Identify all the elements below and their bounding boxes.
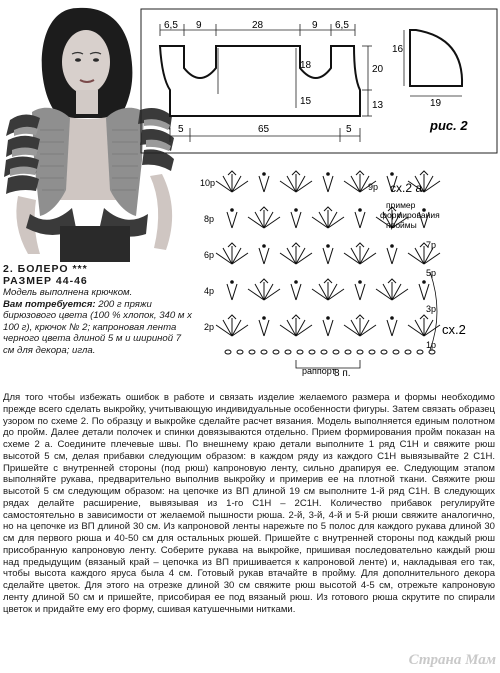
item-size: РАЗМЕР 44-46 [3, 274, 88, 287]
dim-19: 19 [430, 98, 442, 109]
dim-13: 13 [372, 100, 384, 111]
item-info [3, 264, 193, 356]
dim-top-2: 9 [196, 20, 202, 31]
crochet-chart [192, 162, 498, 386]
repeat-value: 8 п. [334, 368, 351, 379]
dim-top-3: 28 [252, 20, 264, 31]
row-label-8: 8р [204, 214, 215, 224]
dim-16: 16 [392, 44, 404, 55]
pattern-drawing [140, 8, 500, 156]
item-model: Модель выполнена крючком. [3, 287, 133, 298]
row-label-2: 2р [204, 322, 215, 332]
row-label-10: 10р [200, 178, 216, 188]
instructions-text: Для того чтобы избежать ошибок в работе и связать изделие желаемого размера и формы необходимо прежде всего сделать выкройку, учитывающую индивидуальные особенности фигуры. Затем связать образец узором по схеме 2. По образцу и выкройке сделайте расчет вязания. Модель выполняется единым полотном до пройм. Далее детали полочек и спинки довязываются отдельно. Прием формирования пройм показан на схеме 2 а. Соедините плечевые швы. По внешнему краю детали выполните 1 ряд С1Н и свяжите рюш высотой 5 см, делая прибавки следующим образом: в каждом ряду из каждого С1Н вывязывайте 2 С1Н. Пришейте с внутренней стороны (под рюш) капроновую ленту, сильно драпируя ее. Следующим этапом выполняйте рукава, предварительно выполнив выкройку и примерив ее на плотной ткани. Свяжите рюш высотой 5 см следующим образом: на цепочке из ВП длиной 19 см выполните 1-й ряд С1Н. В следующих рядах делайте расширение, вывязывая из 1-го С1Н – 2С1Н. Количество прибавок регулируйте самостоятельно в зависимости от желаемой пышности рюша. 2-й, 3-й, 4-й и 5-й рюши свяжите аналогично, но на цепочке из ВП длиной 30 см. Из капроновой ленты нарежьте по 5 полос для каждого рукава длиной 30 см для первого рюша и 40-50 см для остальных рюшей. Пришейте с внутренней стороны под каждый рюш присобранную капроновую ленту. Соберите рукава на выкройке, пришивая последовательно каждый рюш над предыдущим (вязаный край – цепочка из ВП пришивается к капроновой ленте) и, накладывая его так, чтобы высота каждого яруса была 4 см. Готовый рукав втачайте в пройму. Для дополнительного декора сделайте цветок. Для этого на отрезке длиной 30 см свяжите рюш высотой 4-5 см, отрежьте капроновую ленту длиной 50 см и пришейте, присобирая ее под вязаный рюш. Из готового рюша скрутите по спирали цветок и придайте ему его форму, сшивая катушечными нитками. [3, 392, 495, 615]
dim-15: 15 [300, 96, 312, 107]
dim-top-5: 6,5 [335, 20, 349, 31]
row-label-1: 1р [426, 340, 437, 350]
row-label-7: 7р [426, 240, 437, 250]
chart-title: сх.2 а [390, 181, 423, 195]
figure-caption: рис. 2 [430, 118, 468, 133]
row-label-9: 9р [368, 182, 379, 192]
row-label-3: 3р [426, 304, 437, 314]
repeat-label: раппорт [302, 366, 336, 376]
row-label-4: 4р [204, 286, 215, 296]
dim-bottom-2: 65 [258, 124, 270, 135]
row-label-5: 5р [426, 268, 437, 278]
dim-bottom-1: 5 [178, 124, 184, 135]
dim-bottom-3: 5 [346, 124, 352, 135]
dim-20: 20 [372, 64, 384, 75]
needs-text: 200 г пряжи бирюзового цвета (100 % хлопок, 340 м х 100 г), крючок № 2; капроновая лента черного цвета длиной 5 м и шириной 7 см для декора; игла. [3, 298, 192, 356]
needs-label: Вам потребуется: [3, 298, 96, 310]
item-title: 2. БОЛЕРО *** [3, 263, 88, 275]
dim-top-1: 6,5 [164, 20, 178, 31]
dim-top-4: 9 [312, 20, 318, 31]
chart-note: пример формирования проймы [380, 200, 440, 230]
site-watermark: Страна Мам [408, 652, 496, 668]
side-label: сх.2 [442, 322, 466, 337]
dim-18: 18 [300, 60, 312, 71]
row-label-6: 6р [204, 250, 215, 260]
